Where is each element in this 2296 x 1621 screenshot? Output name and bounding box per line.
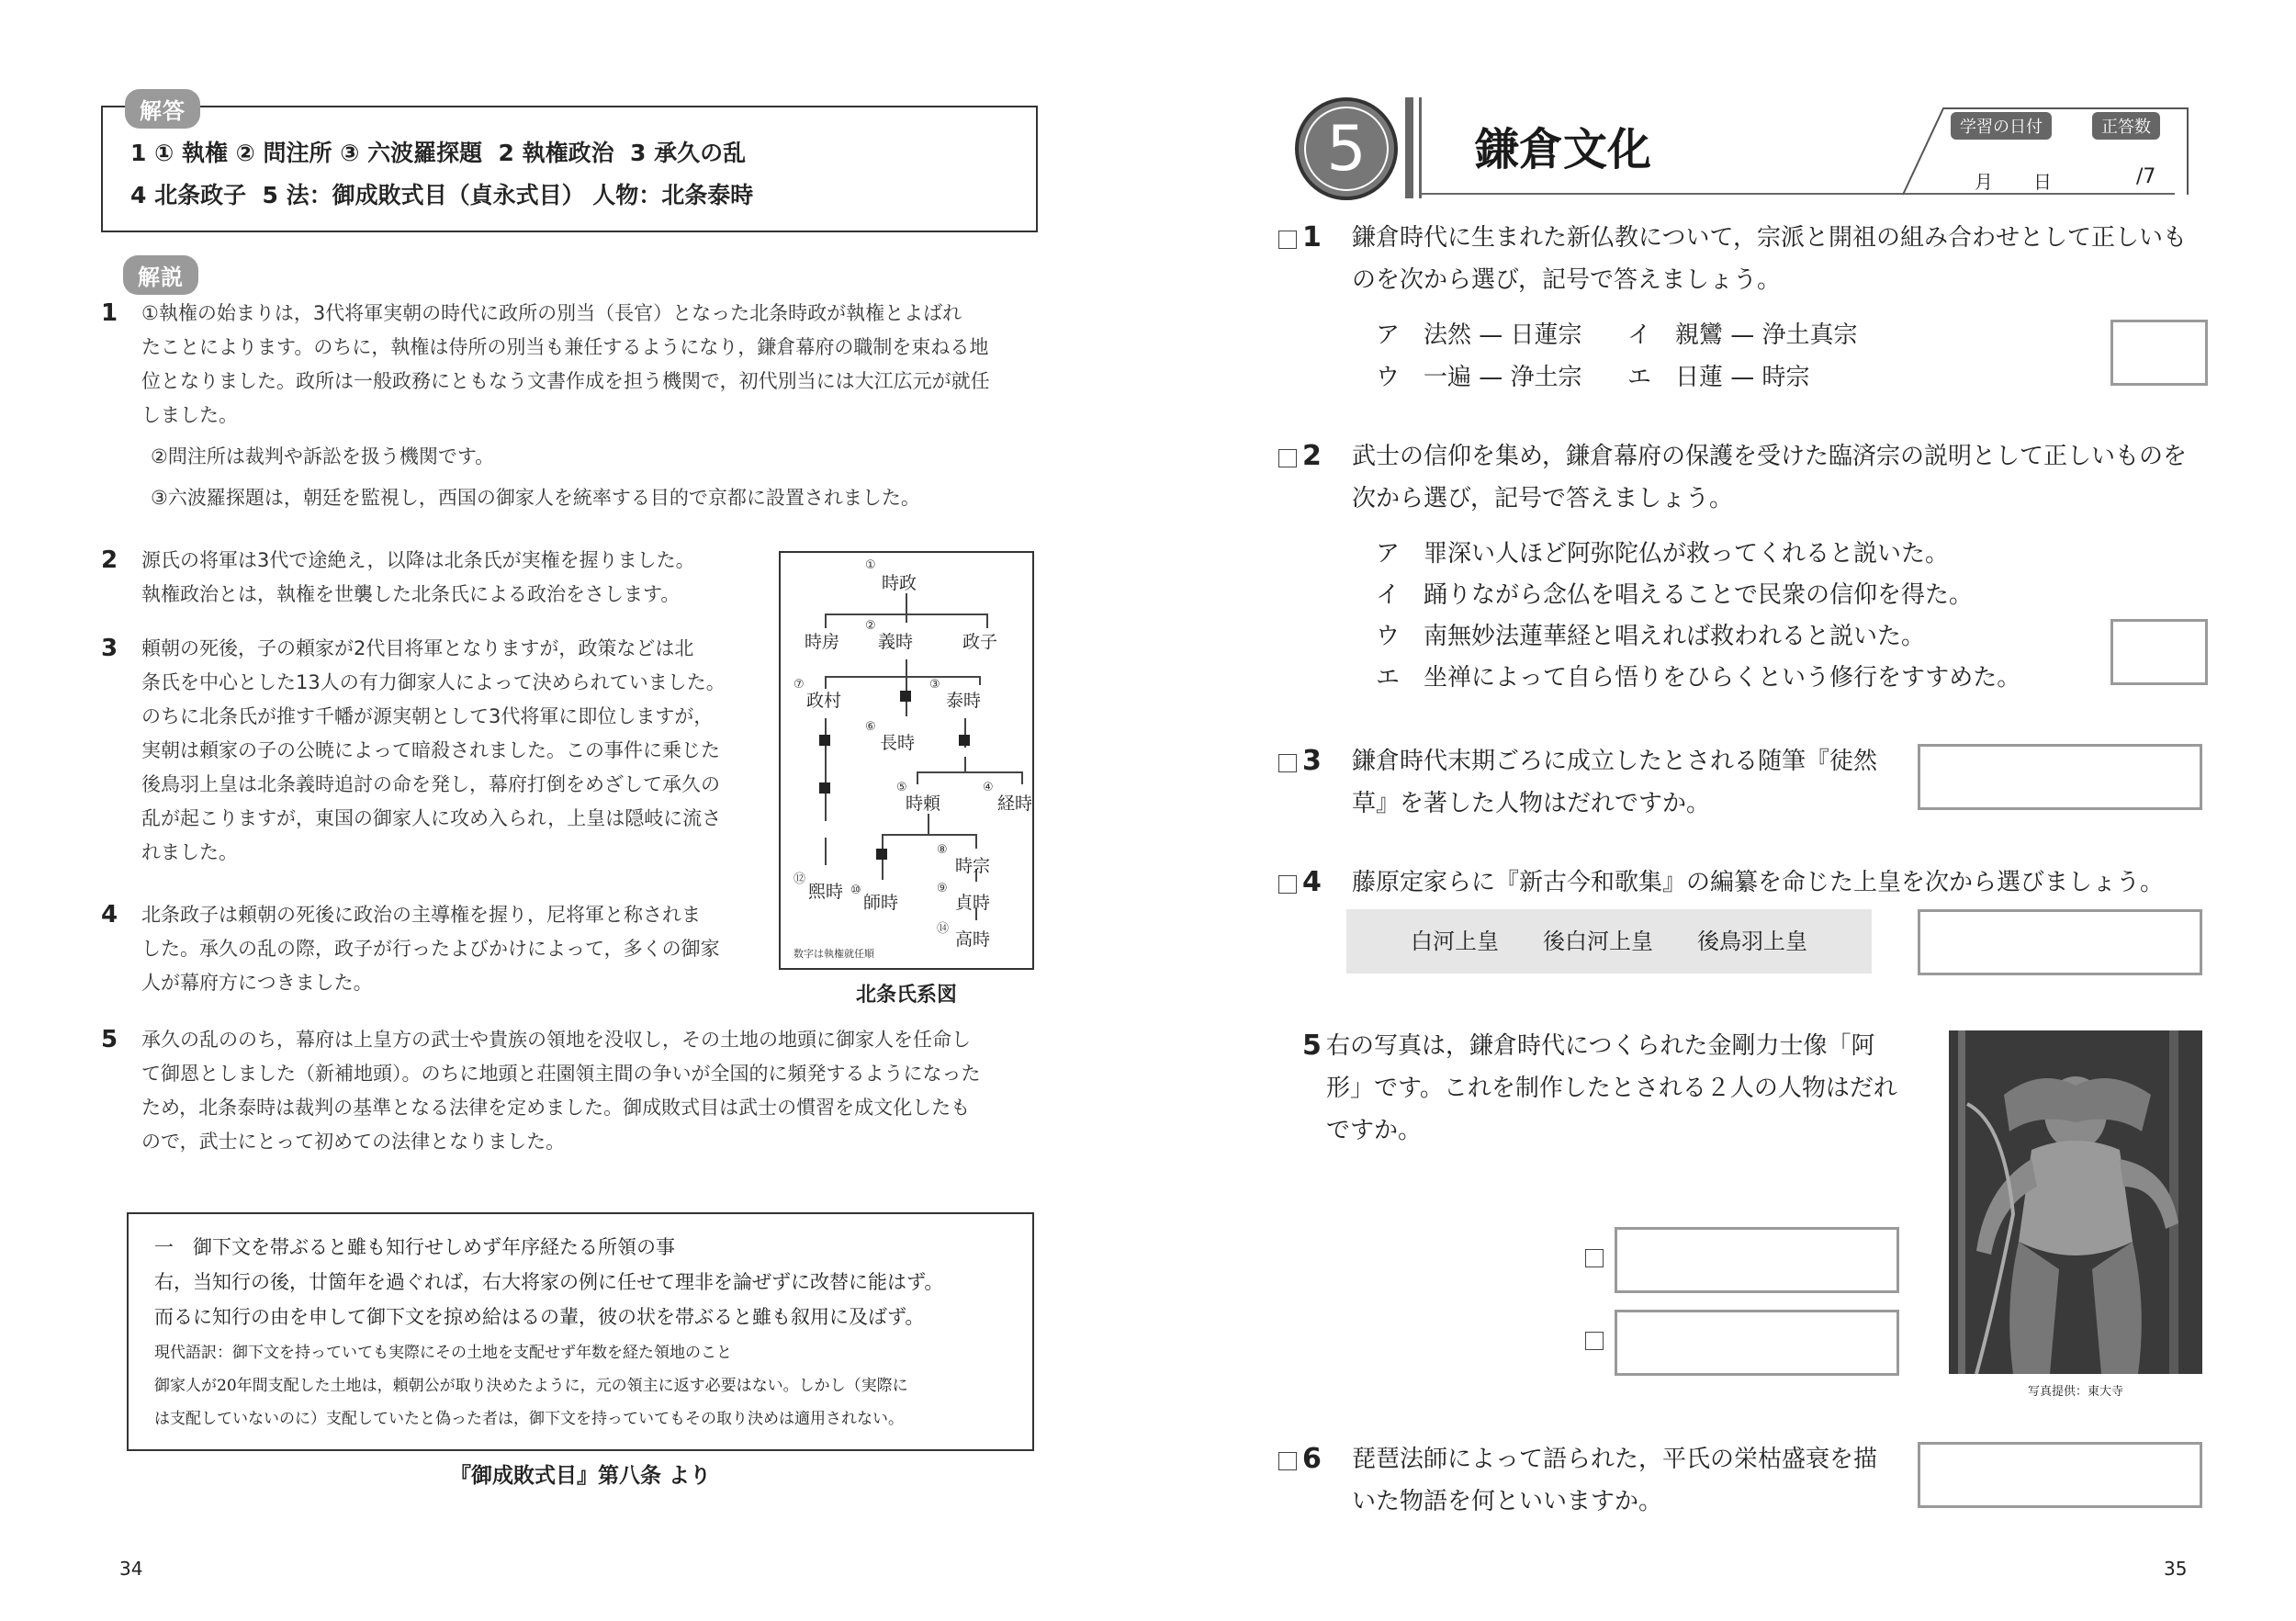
question-2 xyxy=(1278,435,2206,512)
page-number-left: 34 xyxy=(119,1558,143,1580)
photo-credit: 写真提供：東大寺 xyxy=(2027,1385,2123,1399)
explanation-4 xyxy=(101,898,771,1000)
question-3-line: 草』を著した人物はだれですか。 xyxy=(1352,790,1711,817)
explanation-2-number: 2 xyxy=(101,546,118,574)
name-tokifusa: 時房 xyxy=(805,632,840,652)
question-3-answer-box[interactable] xyxy=(1918,744,2202,810)
hojo-family-tree xyxy=(779,551,1034,970)
question-2-option-i: イ 踊りながら念仏を唱えることで民衆の信仰を得た。 xyxy=(1376,581,1974,609)
question-5 xyxy=(1302,1025,1908,1144)
question-6-checkbox[interactable] xyxy=(1278,1452,1297,1470)
name-tokimasa: 時政 xyxy=(882,573,917,593)
statue-image xyxy=(1949,1030,2202,1374)
explanation-3 xyxy=(101,632,771,870)
unnamed-person-marker xyxy=(959,735,970,746)
explanation-5-number: 5 xyxy=(101,1026,118,1053)
question-5-answer-box-2[interactable] xyxy=(1615,1310,1899,1376)
explanation-3-line: のちに北条氏が推す千幡が源実朝として3代将軍に即位しますが， xyxy=(141,705,714,727)
explanation-3-line: 条氏を中心とした13人の有力御家人によって決められていました。 xyxy=(141,671,726,693)
question-3-checkbox[interactable] xyxy=(1278,754,1297,772)
question-1 xyxy=(1278,217,2206,294)
explanation-2 xyxy=(101,544,771,612)
order-mark: ⑥ xyxy=(865,720,876,734)
score-total: /7 xyxy=(2136,165,2156,188)
explain-label: 解説 xyxy=(123,255,198,295)
statute-translation-line: 現代語訳：御下文を持っていても実際にその土地を支配せず年数を経た領地のこと xyxy=(154,1344,732,1362)
question-1-option-u: ウ 一遍 — 浄土宗 xyxy=(1376,364,1582,391)
question-1-answer-box[interactable] xyxy=(2110,320,2208,386)
question-6 xyxy=(1278,1438,1921,1515)
explanation-3-line: れました。 xyxy=(141,841,238,863)
question-5a-checkbox[interactable] xyxy=(1585,1249,1604,1267)
name-hirotoki: 煕時 xyxy=(808,882,844,902)
unnamed-person-marker xyxy=(900,691,911,702)
question-6-line: 琵琶法師によって語られた，平氏の栄枯盛衰を描 xyxy=(1352,1446,1878,1473)
unnamed-person-marker xyxy=(819,782,830,794)
name-masamura: 政村 xyxy=(806,691,842,711)
statute-translation-line: 御家人が20年間支配した土地は，頼朝公が取り決めたように，元の領主に返す必要はない。しかし（実際に xyxy=(154,1377,908,1395)
order-mark: ⑭ xyxy=(937,922,950,936)
question-3-number: 3 xyxy=(1302,745,1322,777)
answer-line-2: 4 北条政子 5 法：御成敗式目（貞永式目） 人物：北条泰時 xyxy=(130,182,754,208)
explanation-4-line: した。承久の乱の際，政子が行ったよびかけによって，多くの御家 xyxy=(141,938,720,960)
explanation-1-number: 1 xyxy=(101,299,118,327)
explanation-3-line: 頼朝の死後，子の頼家が2代目将軍となりますが，政策などは北 xyxy=(141,637,694,659)
question-2-number: 2 xyxy=(1302,440,1322,472)
question-2-line: 次から選び，記号で答えましょう。 xyxy=(1352,485,1733,512)
statute-caption: 『御成敗式目』第八条 より xyxy=(449,1464,711,1488)
question-5-line: ですか。 xyxy=(1326,1117,1423,1144)
question-5b-checkbox[interactable] xyxy=(1585,1332,1604,1350)
question-1-number: 1 xyxy=(1302,221,1322,253)
statute-line: 一 御下文を帯ぶると雖も知行せしめず年序経たる所領の事 xyxy=(154,1236,675,1258)
statute-line: 右，当知行の後，廿箇年を過ぐれば，右大将家の例に任せて理非を論ぜずに改替に能はず。 xyxy=(154,1271,944,1293)
explanation-5-line: ので，武士にとって初めての法律となりました。 xyxy=(141,1131,566,1153)
explanation-1-line: 位となりました。政所は一般政務にともなう文書作成を担う機関で，初代別当には大江広元が就任 xyxy=(141,370,990,392)
question-5-number: 5 xyxy=(1302,1030,1322,1062)
explanation-4-line: 人が幕府方につきました。 xyxy=(141,972,373,994)
explanation-2-line: 源氏の将軍は3代で途絶え，以降は北条氏が実権を握りました。 xyxy=(141,549,695,571)
explanation-1-line: しました。 xyxy=(141,404,238,426)
explanation-1-sub-3: ③六波羅探題は，朝廷を監視し，西国の御家人を統率する目的で京都に設置されました。 xyxy=(151,487,920,509)
order-mark: ⑨ xyxy=(937,882,948,895)
question-1-line: のを次から選び，記号で答えましょう。 xyxy=(1352,266,1781,294)
statute-box xyxy=(127,1212,1034,1451)
correct-count-label: 正答数 xyxy=(2092,112,2160,140)
unnamed-person-marker xyxy=(819,735,830,746)
name-tokiyori: 時頼 xyxy=(906,794,941,814)
explanation-1-sub-2: ②問注所は裁判や訴訟を扱う機関です。 xyxy=(151,445,495,467)
question-4-checkbox[interactable] xyxy=(1278,875,1297,894)
explanation-3-line: 後鳥羽上皇は北条義時追討の命を発し，幕府打倒をめざして承久の xyxy=(141,773,720,795)
explanation-5-line: ため，北条泰時は裁判の基準となる法律を定めました。御成敗式目は武士の慣習を成文化したも xyxy=(141,1097,971,1119)
order-mark: ⑧ xyxy=(937,843,948,857)
name-sadatoki: 貞時 xyxy=(955,893,991,913)
question-2-checkbox[interactable] xyxy=(1278,449,1297,467)
explanation-5-line: 承久の乱ののち，幕府は上皇方の武士や貴族の領地を没収し，その土地の地頭に御家人を任命し xyxy=(141,1029,971,1051)
order-mark: ② xyxy=(865,619,876,633)
explanation-3-line: 乱が起こりますが，東国の御家人に攻め入られ，上皇は隠岐に流さ xyxy=(141,807,722,829)
answer-label: 解答 xyxy=(125,89,200,129)
question-1-line: 鎌倉時代に生まれた新仏教について，宗派と開祖の組み合わせとして正しいも xyxy=(1352,224,2187,252)
order-mark: ⑦ xyxy=(793,678,805,692)
explanation-3-number: 3 xyxy=(101,635,118,662)
question-2-option-e: エ 坐禅によって自ら悟りをひらくという修行をすすめた。 xyxy=(1376,664,2021,692)
kongo-rikishi-photo xyxy=(1949,1030,2202,1374)
statute-translation-line: は支配していないのに）支配していたと偽った者は，御下文を持っていてもその取り決めは適用されない。 xyxy=(154,1410,904,1428)
unit-number: 5 xyxy=(1326,113,1367,186)
family-tree-note: 数字は執権就任順 xyxy=(793,948,874,960)
name-tsunetoki: 経時 xyxy=(997,794,1033,814)
explanation-2-line: 執権政治とは，執権を世襲した北条氏による政治をさします。 xyxy=(141,583,681,605)
order-mark: ⑫ xyxy=(793,872,806,886)
order-mark: ⑩ xyxy=(850,884,861,897)
question-2-option-u: ウ 南無妙法蓮華経と唱えれば救われると説いた。 xyxy=(1376,623,1926,650)
order-mark: ③ xyxy=(929,678,940,692)
order-mark: ① xyxy=(865,558,876,572)
answer-line-1: 1 ① 執権 ② 問注所 ③ 六波羅探題 2 執権政治 3 承久の乱 xyxy=(130,140,747,166)
question-1-option-a: ア 法然 — 日蓮宗 xyxy=(1376,321,1582,349)
question-3 xyxy=(1278,740,1921,817)
explanation-1-line: たことによります。のちに，執権は侍所の別当も兼任するようになり，鎌倉幕府の職制を束ねる地 xyxy=(141,336,989,358)
name-takatoki: 高時 xyxy=(955,929,991,950)
question-6-number: 6 xyxy=(1302,1443,1322,1475)
explanation-5 xyxy=(101,1023,1038,1159)
header-bar xyxy=(1405,97,1413,198)
explanation-4-number: 4 xyxy=(101,901,118,929)
unnamed-person-marker xyxy=(876,849,887,860)
family-tree-caption: 北条氏系図 xyxy=(855,984,957,1007)
date-month: 月 xyxy=(1975,171,1993,193)
question-5-answer-box-1[interactable] xyxy=(1615,1227,1899,1293)
explanation-4-line: 北条政子は頼朝の死後に政治の主導権を握り，尼将軍と称されま xyxy=(141,904,701,926)
explanation-1 xyxy=(101,297,1038,515)
question-5-line: 右の写真は，鎌倉時代につくられた金剛力士像「阿 xyxy=(1326,1032,1875,1060)
question-4-answer-box[interactable] xyxy=(1918,909,2202,975)
name-yasutoki: 泰時 xyxy=(946,691,982,711)
question-2-option-a: ア 罪深い人ほど阿弥陀仏が救ってくれると説いた。 xyxy=(1376,540,1950,568)
name-morotoki: 師時 xyxy=(863,893,899,913)
order-mark: ⑤ xyxy=(896,781,907,794)
study-date-label: 学習の日付 xyxy=(1951,112,2052,140)
question-4-choices: 白河上皇 後白河上皇 後鳥羽上皇 xyxy=(1346,909,1872,974)
name-masako: 政子 xyxy=(962,632,998,652)
order-mark: ④ xyxy=(983,781,994,794)
name-yoshitoki: 義時 xyxy=(878,632,914,652)
page-number-right: 35 xyxy=(2164,1558,2188,1580)
question-1-option-e: エ 日蓮 — 時宗 xyxy=(1627,364,1810,391)
question-3-line: 鎌倉時代末期ごろに成立したとされる随筆『徒然 xyxy=(1352,748,1878,775)
name-nagatoki: 長時 xyxy=(880,733,916,753)
question-1-checkbox[interactable] xyxy=(1278,231,1297,249)
question-2-line: 武士の信仰を集め，鎌倉幕府の保護を受けた臨済宗の説明として正しいものを xyxy=(1352,443,2187,470)
unit-number-badge xyxy=(1295,97,1398,200)
page-title: 鎌倉文化 xyxy=(1475,124,1652,175)
question-1-option-i: イ 親鸞 — 浄土真宗 xyxy=(1627,321,1858,349)
date-day: 日 xyxy=(2033,171,2052,193)
statute-line: 而るに知行の由を申して御下文を掠め給はるの輩，彼の状を帯ぶると雖も叙用に及ばず。 xyxy=(154,1306,925,1328)
question-5-line: 形」です。これを制作したとされる２人の人物はだれ xyxy=(1326,1075,1897,1102)
question-2-answer-box[interactable] xyxy=(2110,619,2208,685)
question-4-line: 藤原定家らに『新古今和歌集』の編纂を命じた上皇を次から選びましょう。 xyxy=(1352,869,2165,896)
explanation-1-line: ①執権の始まりは，3代将軍実朝の時代に政所の別当（長官）となった北条時政が執権とよばれ xyxy=(141,302,962,324)
name-tokimune: 時宗 xyxy=(955,856,991,876)
question-6-line: いた物語を何といいますか。 xyxy=(1352,1488,1663,1515)
question-6-answer-box[interactable] xyxy=(1918,1442,2202,1508)
question-4 xyxy=(1278,861,2206,905)
explanation-3-line: 実朝は頼家の子の公暁によって暗殺されました。この事件に乗じた xyxy=(141,739,720,761)
answer-box xyxy=(101,98,1038,232)
explanation-5-line: て御恩としました（新補地頭）。のちに地頭と荘園領主間の争いが全国的に頻発するようになった xyxy=(141,1063,981,1085)
question-4-number: 4 xyxy=(1302,866,1322,898)
